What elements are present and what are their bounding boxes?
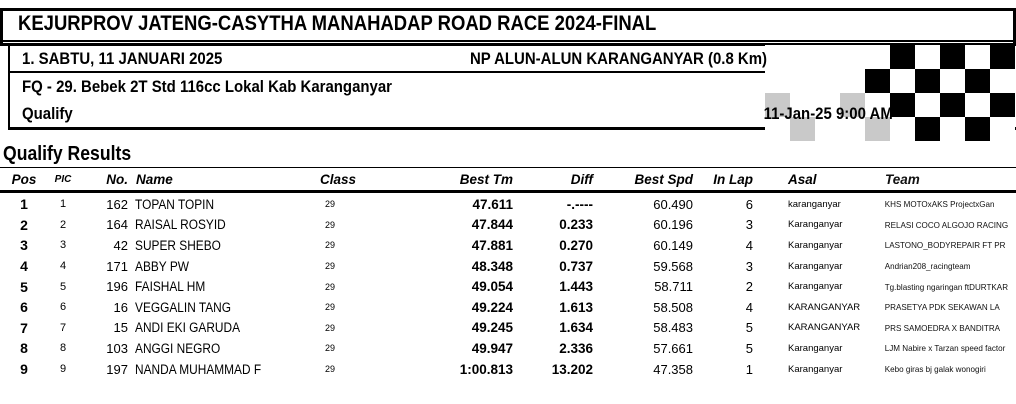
asal-cell: KARANGANYAR bbox=[788, 301, 861, 313]
name-cell: RAISAL ROSYID bbox=[135, 217, 226, 233]
pos-cell: 9 bbox=[20, 361, 28, 378]
team-cell: PRS SAMOEDRA X BANDITRA bbox=[884, 322, 1001, 333]
diff-cell: 0.270 bbox=[559, 237, 593, 253]
session-datetime bbox=[640, 104, 893, 124]
section-title-text: Qualify Results bbox=[3, 143, 132, 165]
flag-square bbox=[940, 45, 965, 69]
best-spd-cell: 59.568 bbox=[653, 258, 693, 274]
class-cell: 29 bbox=[325, 261, 336, 272]
pic-cell: 9 bbox=[59, 363, 67, 376]
table-row bbox=[0, 318, 1016, 339]
class-cell: 29 bbox=[325, 322, 336, 333]
in-lap-cell: 3 bbox=[745, 217, 753, 233]
flag-square bbox=[915, 117, 940, 141]
diff-cell: -.---- bbox=[566, 196, 593, 212]
number-cell: 15 bbox=[113, 320, 128, 336]
number-cell: 171 bbox=[106, 258, 128, 274]
in-lap-cell: 4 bbox=[745, 237, 753, 253]
session-label-text: Qualify bbox=[22, 104, 73, 123]
col-header-name: Name bbox=[136, 171, 173, 187]
best-tm-cell: 47.611 bbox=[472, 196, 513, 212]
flag-square bbox=[865, 45, 890, 69]
pic-cell: 1 bbox=[59, 198, 67, 211]
asal-cell: Karanganyar bbox=[788, 219, 843, 231]
pos-cell: 7 bbox=[20, 319, 28, 336]
diff-cell: 1.443 bbox=[559, 279, 593, 295]
flag-square bbox=[840, 45, 865, 69]
best-spd-cell: 60.196 bbox=[653, 217, 693, 233]
team-cell: Tg.blasting ngaringan ftDURTKAR bbox=[884, 281, 1009, 292]
diff-cell: 2.336 bbox=[559, 340, 593, 356]
pic-cell: 5 bbox=[59, 280, 67, 293]
pic-cell: 4 bbox=[59, 260, 67, 273]
table-row bbox=[0, 215, 1016, 236]
pos-cell: 8 bbox=[20, 340, 28, 357]
class-cell: 29 bbox=[325, 364, 336, 375]
in-lap-cell: 5 bbox=[745, 340, 753, 356]
team-cell: LJM Nabire x Tarzan speed factor bbox=[884, 343, 1006, 354]
pos-cell: 6 bbox=[20, 299, 28, 316]
table-row bbox=[0, 338, 1016, 359]
number-cell: 16 bbox=[113, 299, 128, 315]
name-cell: SUPER SHEBO bbox=[135, 237, 221, 253]
session-datetime-text: 11-Jan-25 9:00 AM bbox=[763, 104, 893, 123]
class-cell: 29 bbox=[325, 240, 336, 251]
flag-square bbox=[815, 69, 840, 93]
name-cell: VEGGALIN TANG bbox=[135, 299, 231, 315]
flag-square bbox=[990, 117, 1015, 141]
table-row bbox=[0, 276, 1016, 297]
team-cell: KHS MOTOxAKS ProjectxGan bbox=[884, 199, 995, 210]
col-header-class: Class bbox=[320, 171, 357, 187]
pic-cell: 3 bbox=[59, 239, 67, 252]
best-spd-cell: 58.711 bbox=[654, 279, 693, 295]
class-line-text: FQ - 29. Bebek 2T Std 116cc Lokal Kab Karanganyar bbox=[22, 77, 392, 96]
col-header-team: Team bbox=[885, 171, 920, 187]
flag-square bbox=[890, 69, 915, 93]
best-spd-cell: 58.508 bbox=[653, 299, 693, 315]
flag-square bbox=[815, 45, 840, 69]
flag-square bbox=[940, 117, 965, 141]
best-tm-cell: 49.224 bbox=[471, 299, 513, 315]
best-tm-cell: 47.844 bbox=[471, 217, 513, 233]
best-spd-cell: 60.149 bbox=[653, 237, 693, 253]
col-header-diff: Diff bbox=[570, 171, 593, 187]
pic-cell: 8 bbox=[59, 342, 67, 355]
col-header-in-lap: In Lap bbox=[713, 171, 753, 187]
flag-square bbox=[915, 93, 940, 117]
table-row bbox=[0, 235, 1016, 256]
best-tm-cell: 49.245 bbox=[471, 320, 513, 336]
number-cell: 162 bbox=[106, 196, 128, 212]
diff-cell: 0.737 bbox=[559, 258, 593, 274]
flag-square bbox=[890, 45, 915, 69]
venue bbox=[470, 49, 808, 69]
flag-square bbox=[940, 93, 965, 117]
class-cell: 29 bbox=[325, 219, 336, 230]
class-line bbox=[22, 77, 442, 97]
table-row bbox=[0, 194, 1016, 215]
best-spd-cell: 60.490 bbox=[653, 196, 693, 212]
flag-square bbox=[840, 69, 865, 93]
section-title bbox=[3, 143, 149, 166]
team-cell: PRASETYA PDK SEKAWAN LA bbox=[884, 302, 1000, 313]
flag-square bbox=[965, 69, 990, 93]
pic-cell: 2 bbox=[59, 218, 67, 231]
pic-cell: 7 bbox=[59, 321, 67, 334]
number-cell: 164 bbox=[106, 217, 128, 233]
results-rows bbox=[0, 194, 1016, 379]
best-tm-cell: 48.348 bbox=[471, 258, 513, 274]
asal-cell: KARANGANYAR bbox=[788, 322, 861, 334]
venue-text: NP ALUN-ALUN KARANGANYAR (0.8 Km) bbox=[470, 49, 768, 68]
flag-square bbox=[915, 45, 940, 69]
pos-cell: 1 bbox=[20, 196, 28, 213]
asal-cell: Karanganyar bbox=[788, 363, 843, 375]
best-spd-cell: 58.483 bbox=[653, 320, 693, 336]
session-label bbox=[22, 104, 80, 124]
pic-cell: 6 bbox=[59, 301, 67, 314]
diff-cell: 0.233 bbox=[559, 217, 593, 233]
table-row bbox=[0, 256, 1016, 277]
table-row bbox=[0, 297, 1016, 318]
asal-cell: karanganyar bbox=[788, 198, 841, 210]
flag-square bbox=[965, 93, 990, 117]
col-header-best-tm: Best Tm bbox=[459, 171, 513, 187]
info-box-mid-line bbox=[8, 71, 890, 73]
flag-square bbox=[990, 69, 1015, 93]
diff-cell: 13.202 bbox=[551, 361, 593, 377]
number-cell: 42 bbox=[113, 237, 128, 253]
in-lap-cell: 5 bbox=[745, 320, 753, 336]
flag-square bbox=[890, 117, 915, 141]
best-tm-cell: 49.947 bbox=[471, 340, 513, 356]
flag-square bbox=[990, 45, 1015, 69]
table-row bbox=[0, 359, 1016, 380]
flag-square bbox=[890, 93, 915, 117]
class-cell: 29 bbox=[325, 281, 336, 292]
diff-cell: 1.613 bbox=[559, 299, 593, 315]
name-cell: ABBY PW bbox=[135, 258, 189, 274]
in-lap-cell: 2 bbox=[745, 279, 753, 295]
class-cell: 29 bbox=[325, 302, 336, 313]
in-lap-cell: 1 bbox=[745, 361, 753, 377]
number-cell: 103 bbox=[106, 340, 128, 356]
best-tm-cell: 47.881 bbox=[471, 237, 513, 253]
class-cell: 29 bbox=[325, 199, 336, 210]
name-cell: TOPAN TOPIN bbox=[135, 196, 215, 212]
name-cell: FAISHAL HM bbox=[135, 279, 206, 295]
col-header-best-spd: Best Spd bbox=[634, 171, 693, 187]
divider-thin bbox=[0, 40, 1016, 42]
team-cell: Andrian208_racingteam bbox=[884, 261, 971, 272]
flag-square bbox=[790, 69, 815, 93]
team-cell: RELASI COCO ALGOJO RACING bbox=[884, 219, 1009, 230]
flag-square bbox=[865, 69, 890, 93]
best-spd-cell: 57.661 bbox=[653, 340, 693, 356]
col-header-pic: PIC bbox=[54, 173, 72, 185]
in-lap-cell: 3 bbox=[745, 258, 753, 274]
number-cell: 197 bbox=[106, 361, 128, 377]
in-lap-cell: 4 bbox=[745, 299, 753, 315]
in-lap-cell: 6 bbox=[745, 196, 753, 212]
asal-cell: Karanganyar bbox=[788, 281, 843, 293]
team-cell: Kebo giras bj galak wonogiri bbox=[884, 364, 986, 375]
table-top-line bbox=[0, 167, 1016, 168]
flag-square bbox=[940, 69, 965, 93]
name-cell: NANDA MUHAMMAD F bbox=[135, 361, 262, 377]
class-cell: 29 bbox=[325, 343, 336, 354]
name-cell: ANGGI NEGRO bbox=[135, 340, 221, 356]
flag-square bbox=[965, 117, 990, 141]
flag-square bbox=[765, 69, 790, 93]
flag-square bbox=[990, 93, 1015, 117]
pos-cell: 4 bbox=[20, 258, 28, 275]
asal-cell: Karanganyar bbox=[788, 342, 843, 354]
col-header-no: No. bbox=[106, 171, 128, 187]
number-cell: 196 bbox=[106, 279, 128, 295]
asal-cell: Karanganyar bbox=[788, 260, 843, 272]
pos-cell: 5 bbox=[20, 278, 28, 295]
page-title-text: KEJURPROV JATENG-CASYTHA MANAHADAP ROAD RACE 2024-FINAL bbox=[18, 12, 657, 35]
name-cell: ANDI EKI GARUDA bbox=[135, 320, 241, 336]
asal-cell: Karanganyar bbox=[788, 239, 843, 251]
pos-cell: 3 bbox=[20, 237, 28, 254]
flag-square bbox=[915, 69, 940, 93]
event-date-text: 1. SABTU, 11 JANUARI 2025 bbox=[22, 49, 223, 68]
flag-square bbox=[965, 45, 990, 69]
table-header-row bbox=[0, 169, 1016, 190]
team-cell: LASTONO_BODYREPAIR FT PR bbox=[884, 240, 1006, 251]
best-spd-cell: 47.358 bbox=[653, 361, 693, 377]
pos-cell: 2 bbox=[20, 216, 28, 233]
table-header-line bbox=[0, 190, 1016, 193]
best-tm-cell: 49.054 bbox=[471, 279, 513, 295]
page-title bbox=[18, 12, 743, 36]
best-tm-cell: 1:00.813 bbox=[459, 361, 513, 377]
col-header-asal: Asal bbox=[788, 171, 817, 187]
col-header-pos: Pos bbox=[11, 171, 37, 187]
event-date bbox=[22, 49, 250, 69]
diff-cell: 1.634 bbox=[559, 320, 593, 336]
